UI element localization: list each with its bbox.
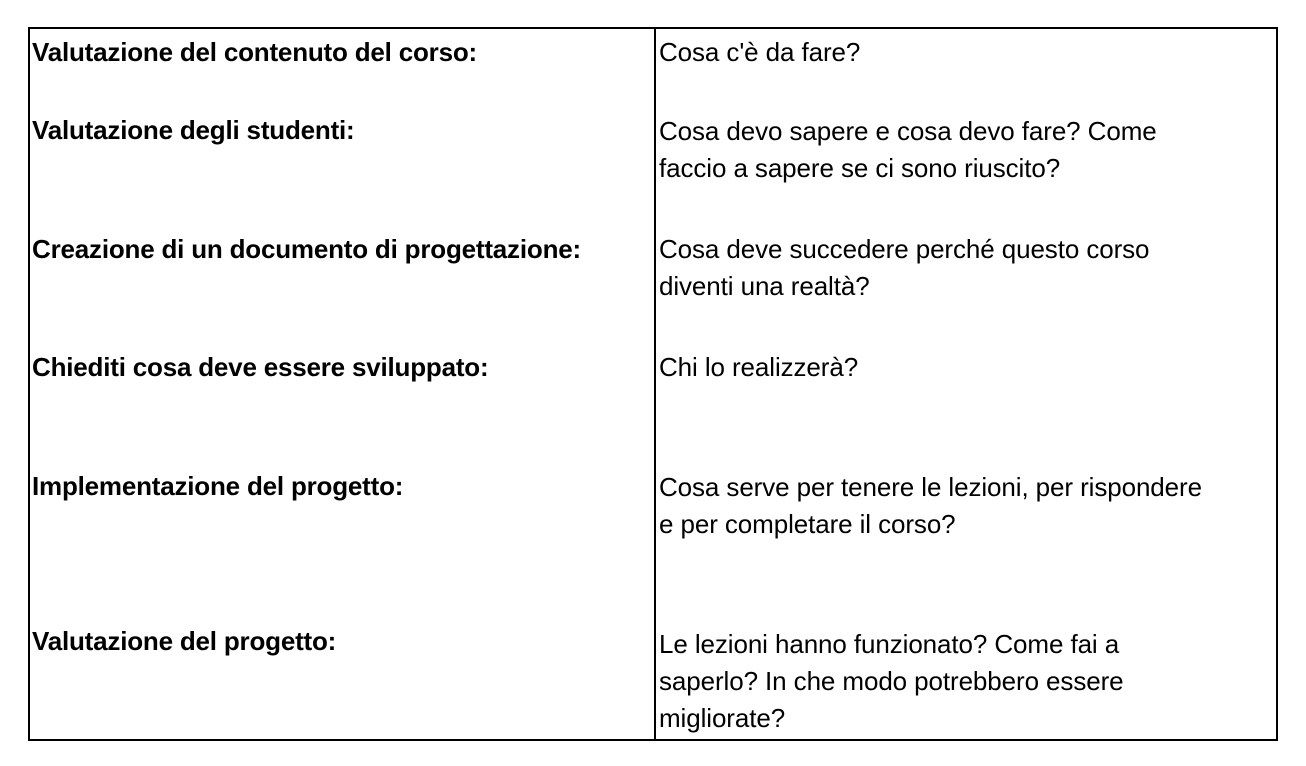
row-label-course-content: Valutazione del contenuto del corso: xyxy=(32,37,477,67)
answer-line: diventi una realtà? xyxy=(659,271,870,301)
answer-line: migliorate? xyxy=(659,703,786,733)
row-answer-implementation xyxy=(659,469,1279,543)
answer-line: saperlo? In che modo potrebbero essere xyxy=(659,666,1124,696)
row-answer-development xyxy=(659,349,1279,386)
design-questions-table xyxy=(28,27,1278,741)
row-label-implementation: Implementazione del progetto: xyxy=(32,471,404,501)
column-divider xyxy=(654,29,656,739)
answer-line: faccio a sapere se ci sono riuscito? xyxy=(659,153,1061,183)
answer-line: Cosa deve succedere perché questo corso xyxy=(659,234,1150,264)
row-answer-course-content xyxy=(659,34,1279,71)
row-label-development: Chiediti cosa deve essere sviluppato: xyxy=(32,352,489,382)
answer-line: Cosa devo sapere e cosa devo fare? Come xyxy=(659,116,1157,146)
answer-line: e per completare il corso? xyxy=(659,509,956,539)
answer-line: Cosa serve per tenere le lezioni, per rispondere xyxy=(659,472,1202,502)
row-label-design-document: Creazione di un documento di progettazione: xyxy=(32,234,581,264)
row-answer-student-assessment xyxy=(659,113,1279,187)
row-answer-project-evaluation xyxy=(659,626,1279,737)
answer-line: Cosa c'è da fare? xyxy=(659,37,861,67)
row-label-project-evaluation: Valutazione del progetto: xyxy=(32,626,337,656)
row-answer-design-document xyxy=(659,231,1279,305)
row-label-student-assessment: Valutazione degli studenti: xyxy=(32,115,355,145)
answer-line: Le lezioni hanno funzionato? Come fai a xyxy=(659,629,1120,659)
answer-line: Chi lo realizzerà? xyxy=(659,352,859,382)
